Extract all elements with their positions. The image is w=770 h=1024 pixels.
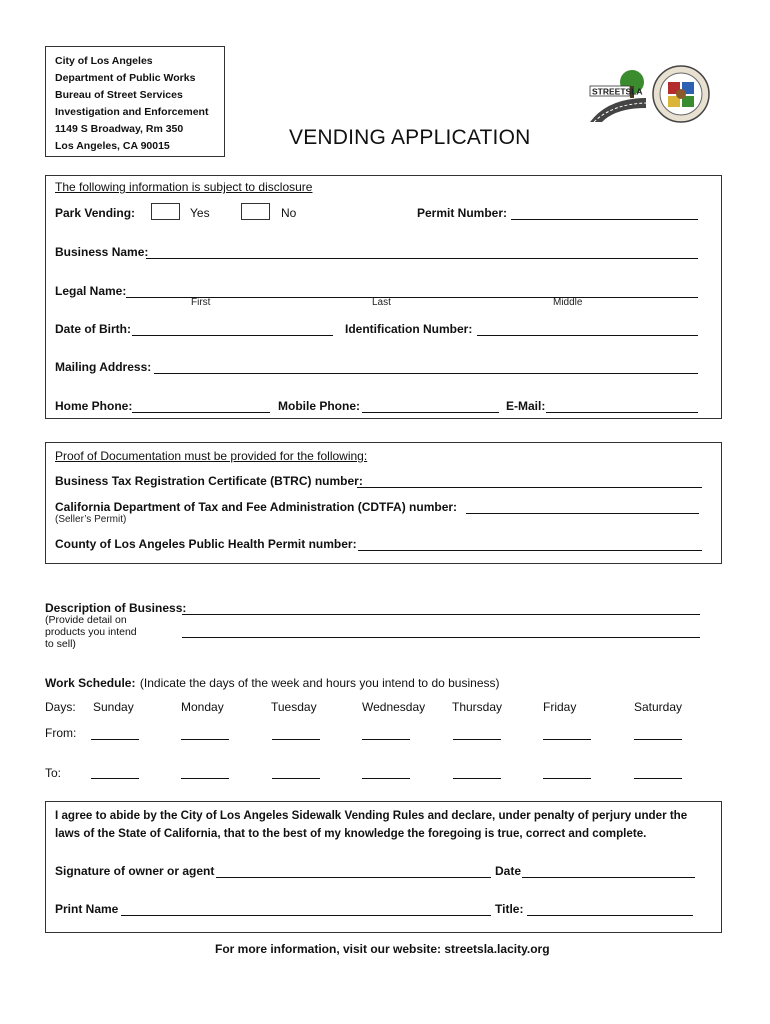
title-field[interactable] [527,915,693,916]
work-schedule-instruction: (Indicate the days of the week and hours you intend to do business) [139,676,500,690]
agreement-text-line-1: I agree to abide by the City of Los Angeles Sidewalk Vending Rules and declare, under penalty of perjury under the [55,809,688,822]
disclosure-note: The following information is subject to disclosure [55,180,313,194]
health-permit-label: County of Los Angeles Public Health Permit number: [55,537,357,551]
from-friday-field[interactable] [543,739,591,740]
streetsla-logo [588,68,650,124]
day-thursday: Thursday [452,700,503,714]
park-vending-no-checkbox[interactable] [241,203,270,220]
sellers-permit-caption: (Seller’s Permit) [55,514,127,525]
legal-name-field[interactable] [126,297,698,298]
health-permit-field[interactable] [358,550,702,551]
from-monday-field[interactable] [181,739,229,740]
description-note-line: products you intend [45,626,137,638]
business-name-field[interactable] [146,258,698,259]
print-name-field[interactable] [121,915,491,916]
address-line: Los Angeles, CA 90015 [55,140,170,152]
id-number-field[interactable] [477,335,698,336]
mobile-phone-label: Mobile Phone: [278,399,360,413]
from-label: From: [45,726,77,740]
date-field[interactable] [522,877,695,878]
home-phone-label: Home Phone: [55,399,133,413]
agency-address-block [45,46,225,157]
to-saturday-field[interactable] [634,778,682,779]
description-note-line: to sell) [45,638,76,650]
mailing-address-field[interactable] [154,373,698,374]
permit-number-label: Permit Number: [417,206,508,220]
to-wednesday-field[interactable] [362,778,410,779]
page-title: VENDING APPLICATION [289,126,531,149]
dob-label: Date of Birth: [55,322,131,336]
park-vending-label: Park Vending: [55,206,136,220]
business-name-label: Business Name: [55,245,149,259]
signature-field[interactable] [216,877,491,878]
btrc-label: Business Tax Registration Certificate (BTRC) number: [55,474,363,488]
address-line: Investigation and Enforcement [55,106,209,118]
address-line: Department of Public Works [55,72,196,84]
description-note [45,614,137,650]
park-vending-yes-checkbox[interactable] [151,203,180,220]
to-monday-field[interactable] [181,778,229,779]
description-label: Description of Business: [45,601,187,615]
day-wednesday: Wednesday [362,700,426,714]
email-field[interactable] [546,412,698,413]
email-label: E-Mail: [506,399,546,413]
home-phone-field[interactable] [132,412,270,413]
to-friday-field[interactable] [543,778,591,779]
day-friday: Friday [543,700,577,714]
mobile-phone-field[interactable] [362,412,499,413]
mailing-address-label: Mailing Address: [55,360,152,374]
id-number-label: Identification Number: [345,322,473,336]
documentation-heading: Proof of Documentation must be provided for the following: [55,449,368,463]
signature-label: Signature of owner or agent [55,864,215,878]
last-name-caption: Last [372,297,391,308]
description-field-line-2[interactable] [182,637,700,638]
day-saturday: Saturday [634,700,683,714]
work-schedule-heading [45,674,499,692]
from-wednesday-field[interactable] [362,739,410,740]
agreement-text-line-2: laws of the State of California, that to the best of my knowledge the foregoing is true, correct and complete. [55,827,647,840]
from-thursday-field[interactable] [453,739,501,740]
work-schedule-label: Work Schedule: [45,676,136,690]
to-tuesday-field[interactable] [272,778,320,779]
from-saturday-field[interactable] [634,739,682,740]
day-tuesday: Tuesday [271,700,317,714]
logo-wordmark: STREETSLA [592,86,643,97]
day-sunday: Sunday [93,700,134,714]
address-line: Bureau of Street Services [55,89,183,101]
first-name-caption: First [191,297,211,308]
permit-number-field[interactable] [511,219,698,220]
to-sunday-field[interactable] [91,778,139,779]
dob-field[interactable] [132,335,333,336]
address-line: City of Los Angeles [55,55,153,67]
footer-website-note: For more information, visit our website: streetsla.lacity.org [215,942,550,956]
title-label: Title: [495,902,524,916]
to-label: To: [45,766,62,780]
from-tuesday-field[interactable] [272,739,320,740]
cdtfa-label: California Department of Tax and Fee Administration (CDTFA) number: [55,500,458,514]
days-label: Days: [45,700,76,714]
from-sunday-field[interactable] [91,739,139,740]
date-label: Date [495,864,522,878]
btrc-field[interactable] [357,487,702,488]
description-field-line-1[interactable] [182,614,700,615]
yes-label: Yes [190,206,210,220]
print-name-label: Print Name [55,902,119,916]
no-label: No [281,206,297,220]
to-thursday-field[interactable] [453,778,501,779]
cdtfa-field[interactable] [466,513,699,514]
middle-name-caption: Middle [553,297,583,308]
legal-name-label: Legal Name: [55,284,127,298]
day-monday: Monday [181,700,224,714]
address-line: 1149 S Broadway, Rm 350 [55,123,184,135]
city-seal-icon [652,65,710,123]
description-note-line: (Provide detail on [45,614,127,626]
